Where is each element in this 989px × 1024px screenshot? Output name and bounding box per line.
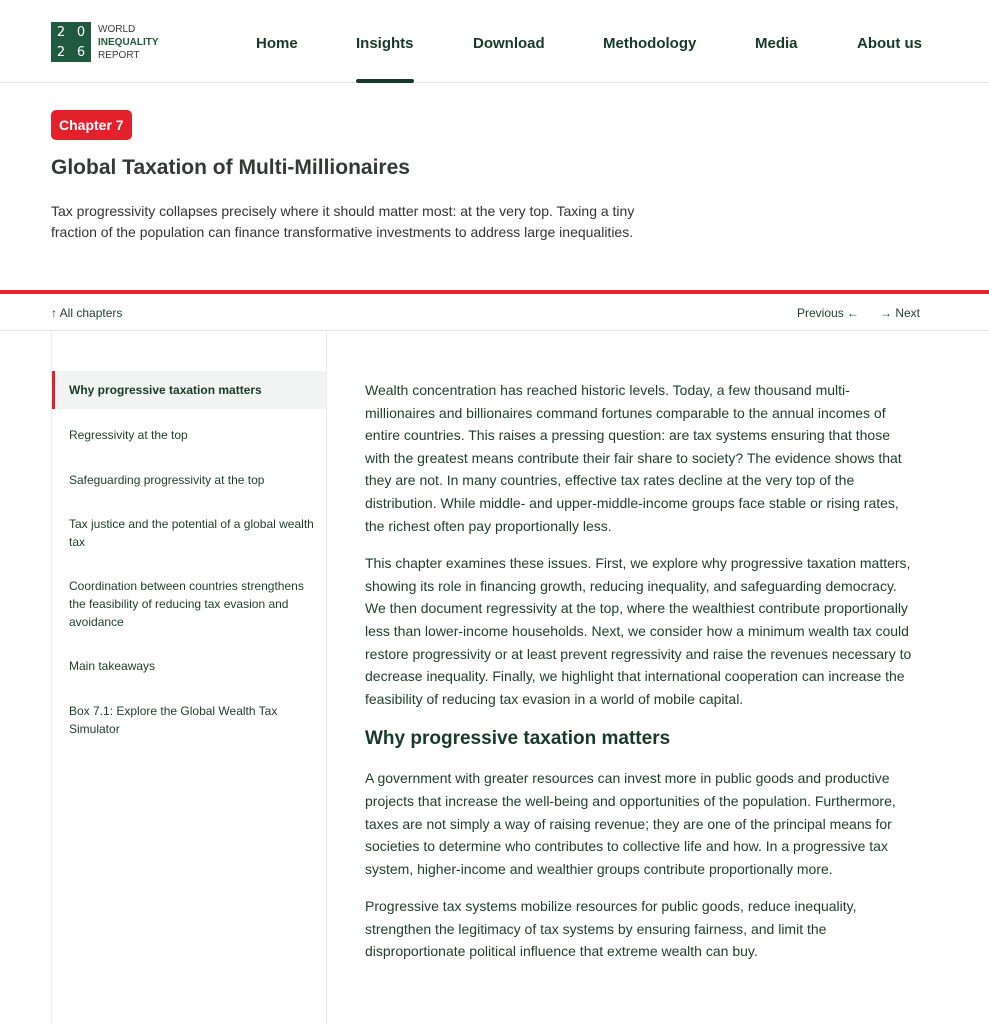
nav-about-us[interactable]: About us <box>857 35 922 52</box>
toc-item-coordination[interactable]: Coordination between countries strengthens the feasibility of reducing tax evasion and avoidance <box>69 579 304 629</box>
next-chapter-link[interactable] <box>880 306 920 320</box>
all-chapters-link[interactable] <box>51 306 122 320</box>
chapter-content <box>365 379 913 963</box>
nav-home[interactable]: Home <box>256 35 298 52</box>
previous-chapter-link[interactable] <box>797 306 859 320</box>
chapter-nav-bar <box>0 294 989 331</box>
intro-paragraph-1: Wealth concentration has reached historic levels. Today, a few thousand multi-millionaires and billionaires command fortunes comparable to the annual incomes of entire countries. This raises a pressing question: are tax systems ensuring that those with the greatest means contribute their fair share to society? The evidence shows that they are not. In many countries, effective tax rates decline at the very top of the distribution. While middle- and upper-middle-income groups face stable or rising rates, the richest often pay proportionally less. <box>365 382 902 534</box>
arrow-up-icon: ↑ <box>51 306 57 320</box>
logo-digit: 0 <box>76 24 86 40</box>
logo-digit: 2 <box>56 44 66 60</box>
logo-digit: 2 <box>56 24 66 40</box>
nav-media[interactable]: Media <box>755 35 798 52</box>
site-header <box>0 0 989 83</box>
toc-sidebar <box>51 331 327 1024</box>
section-paragraph-2: Progressive tax systems mobilize resources for public goods, reduce inequality, strengthen the legitimacy of tax systems by ensuring fairness, and limit the disproportionate political influence that extreme wealth can buy. <box>365 898 857 960</box>
logo-digit: 6 <box>76 44 86 60</box>
next-label: Next <box>895 306 921 320</box>
arrow-left-icon: ← <box>847 306 860 320</box>
toc-item-why-progressive-taxation[interactable]: Why progressive taxation matters <box>52 371 326 409</box>
nav-methodology[interactable]: Methodology <box>603 35 697 52</box>
logo-line-report: REPORT <box>98 49 140 61</box>
toc-item-main-takeaways[interactable]: Main takeaways <box>69 659 156 673</box>
section-heading: Why progressive taxation matters <box>365 728 671 750</box>
toc-item-box-7-1[interactable]: Box 7.1: Explore the Global Wealth Tax Simulator <box>69 704 278 736</box>
section-paragraph-1: A government with greater resources can invest more in public goods and productive projects that increase the well-being and opportunities of the population. Furthermore, taxes are not simply a way of raising revenue; they are one of the principal means for societies to determine who contributes to collective life and how. In a progressive tax system, higher-income and wealthier groups contribute proportionally more. <box>365 770 896 877</box>
chapter-title: Global Taxation of Multi-Millionaires <box>51 156 410 179</box>
nav-download[interactable]: Download <box>473 35 545 52</box>
nav-insights[interactable]: Insights <box>356 35 414 52</box>
chapter-badge: Chapter 7 <box>51 110 132 140</box>
intro-paragraph-2: This chapter examines these issues. First, we explore why progressive taxation matters, showing its role in financing growth, reducing inequality, and safeguarding democracy. We then document regressivity at the top, where the wealthiest contribute proportionally less than lower-income households. Next, we consider how a minimum wealth tax could restore progressivity or at least prevent regressivity and raise the revenues necessary to decrease inequality. Finally, we highlight that international cooperation can increase the feasibility of reducing tax evasion in a world of mobile capital. <box>365 555 912 707</box>
logo-line-world: WORLD <box>98 23 136 35</box>
previous-label: Previous <box>797 306 844 320</box>
chapter-lede: Tax progressivity collapses precisely where it should matter most: at the very top. Taxing a tiny fraction of the population can finance transformative investments to address large inequalities. <box>51 203 635 240</box>
logo-line-inequality: INEQUALITY <box>98 36 159 48</box>
toc-item-safeguarding[interactable]: Safeguarding progressivity at the top <box>69 473 265 487</box>
all-chapters-label: All chapters <box>59 306 123 320</box>
toc-item-regressivity[interactable]: Regressivity at the top <box>69 428 188 442</box>
toc-item-tax-justice[interactable]: Tax justice and the potential of a global wealth tax <box>69 517 314 549</box>
main-nav <box>0 0 989 83</box>
arrow-right-icon: → <box>880 306 892 320</box>
